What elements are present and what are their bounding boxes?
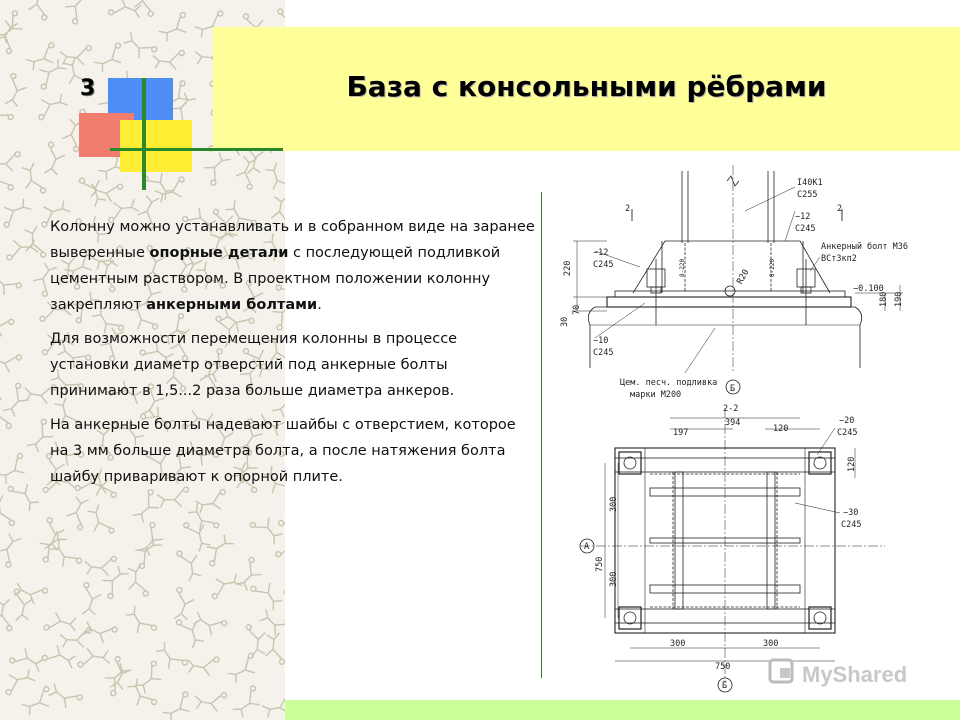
svg-text:8-220: 8-220 bbox=[679, 258, 686, 277]
svg-text:300: 300 bbox=[609, 571, 619, 587]
paragraph-2: Для возможности перемещения колонны в процессе установки диаметр отверстий под анкерные болты принимают в 1,5...2 раза больше диаметра анкеров. bbox=[50, 331, 458, 399]
decor-line-horizontal bbox=[110, 148, 283, 151]
svg-text:C245: C245 bbox=[841, 520, 862, 530]
svg-text:−20: −20 bbox=[839, 416, 855, 426]
text-run: Колонну можно устанавливать и в собранном виде на заранее выверенные bbox=[50, 219, 535, 261]
svg-text:C245: C245 bbox=[795, 224, 816, 234]
svg-text:70: 70 bbox=[572, 304, 582, 315]
slide-number: 3 bbox=[80, 76, 96, 101]
svg-text:−10: −10 bbox=[593, 336, 609, 346]
body-text bbox=[50, 214, 535, 498]
svg-text:C245: C245 bbox=[593, 260, 614, 270]
bottom-band bbox=[285, 700, 960, 720]
svg-text:2: 2 bbox=[837, 204, 843, 214]
svg-text:300: 300 bbox=[670, 639, 686, 649]
svg-text:220: 220 bbox=[563, 260, 573, 276]
svg-text:Анкерный болт M36: Анкерный болт M36 bbox=[821, 242, 908, 252]
svg-text:−12: −12 bbox=[593, 248, 609, 258]
svg-text:−12: −12 bbox=[795, 212, 811, 222]
svg-text:190: 190 bbox=[894, 291, 904, 307]
svg-text:300: 300 bbox=[609, 496, 619, 512]
svg-text:Б: Б bbox=[730, 384, 736, 394]
svg-text:2-2: 2-2 bbox=[723, 404, 739, 414]
svg-text:Цем. песч. подливка: Цем. песч. подливка bbox=[620, 378, 718, 388]
paragraph-1 bbox=[50, 214, 535, 318]
divider-line bbox=[541, 192, 542, 678]
svg-text:−30: −30 bbox=[843, 508, 859, 518]
svg-text:120: 120 bbox=[847, 456, 857, 472]
slide-title: База с консольными рёбрами bbox=[346, 70, 827, 103]
bold-term: опорные детали bbox=[149, 245, 289, 261]
svg-text:750: 750 bbox=[715, 662, 731, 672]
plan-view bbox=[580, 408, 885, 692]
svg-text:750: 750 bbox=[595, 556, 605, 572]
svg-text:I40K1: I40K1 bbox=[797, 178, 823, 188]
svg-text:C245: C245 bbox=[593, 348, 614, 358]
watermark bbox=[758, 652, 958, 696]
svg-text:120: 120 bbox=[773, 424, 789, 434]
svg-text:ВСт3кп2: ВСт3кп2 bbox=[821, 254, 857, 264]
svg-text:C245: C245 bbox=[837, 428, 858, 438]
svg-text:марки M200: марки M200 bbox=[630, 390, 682, 400]
svg-text:180: 180 bbox=[879, 291, 889, 307]
svg-text:R20: R20 bbox=[735, 267, 752, 287]
svg-text:−0.100: −0.100 bbox=[853, 284, 884, 294]
paragraph-3: На анкерные болты надевают шайбы с отверстием, которое на 3 мм больше диаметра болта, а после натяжения болта шайбу приваривают к опорной плите. bbox=[50, 417, 516, 485]
svg-text:2: 2 bbox=[625, 204, 631, 214]
svg-text:300: 300 bbox=[763, 639, 779, 649]
svg-text:394: 394 bbox=[725, 418, 741, 428]
svg-text:C255: C255 bbox=[797, 190, 818, 200]
elevation-labels bbox=[560, 178, 908, 400]
decor-square-yellow bbox=[120, 120, 192, 172]
svg-text:197: 197 bbox=[673, 428, 689, 438]
text-run: . bbox=[317, 297, 322, 313]
technical-drawing bbox=[555, 163, 945, 693]
decor-line-vertical bbox=[142, 78, 146, 190]
text-run: с последующей подливкой цементным раствором. В проектном положении колонну закрепляют bbox=[50, 245, 501, 313]
svg-text:8-220: 8-220 bbox=[769, 258, 776, 277]
watermark-text: MyShared bbox=[802, 662, 908, 687]
svg-text:А: А bbox=[584, 542, 590, 552]
bold-term: анкерными болтами bbox=[146, 297, 318, 313]
svg-text:30: 30 bbox=[560, 316, 570, 327]
svg-text:Б: Б bbox=[722, 681, 728, 691]
